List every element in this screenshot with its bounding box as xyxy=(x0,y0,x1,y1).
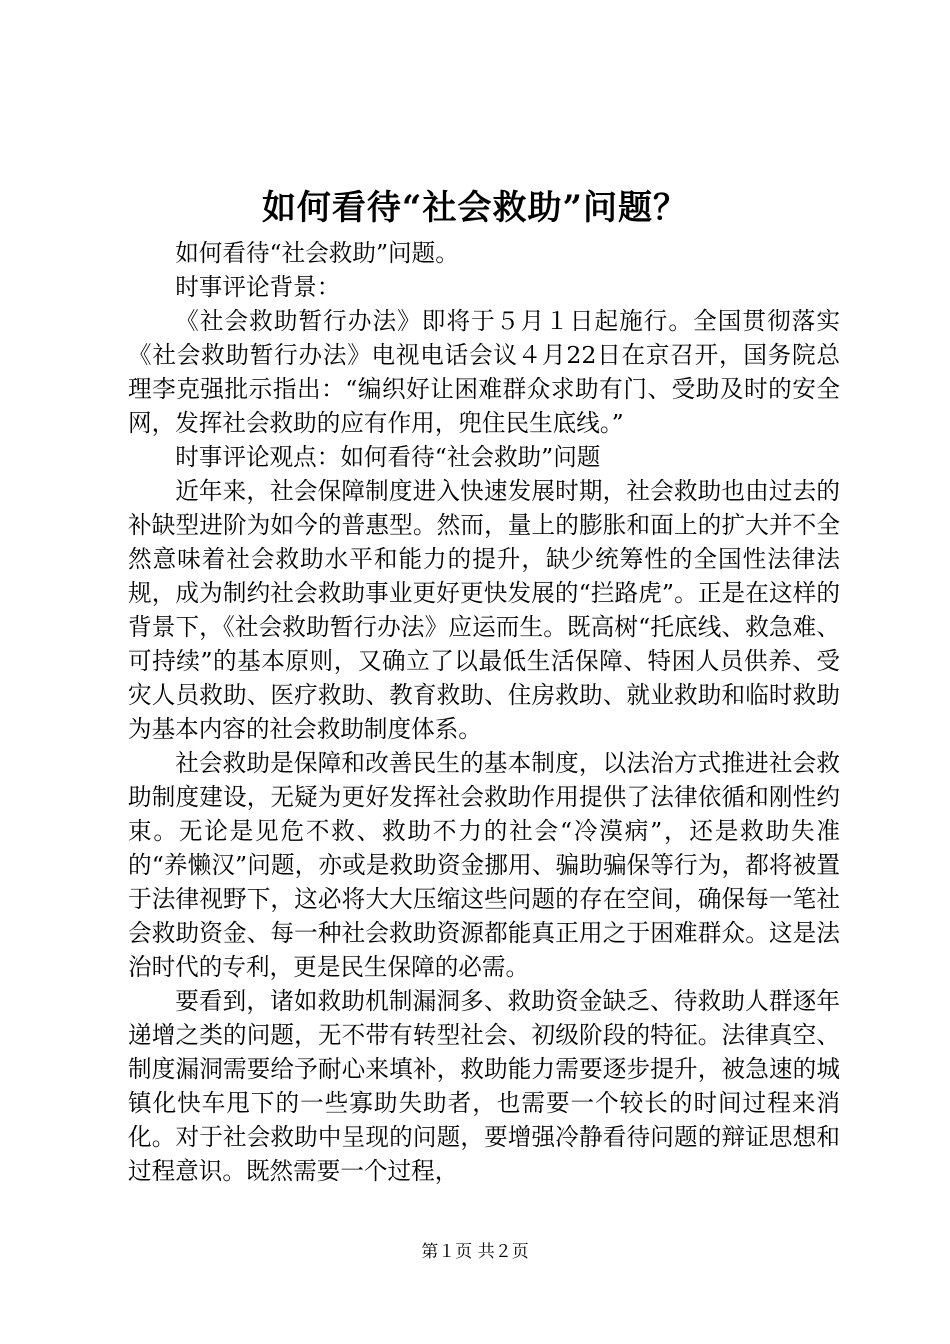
paragraph-background-label: 时事评论背景： xyxy=(175,273,341,301)
paragraph-rule-of-law: 社会救助是保障和改善民生的基本制度，以法治方式推进社会救助制度建设，无疑为更好发挥社会救助作用提供了法律依循和刚性约束。无论是见危不救、救助不力的社会“冷漠病”，还是救助失准的“养懒汉”问题，亦或是救助资金挪用、骗助骗保等行为，都将被置于法律视野下，这必将大大压缩这些问题的存在空间，确保每一笔社会救助资金、每一种社会救助资源都能真正用之于困难群众。这是法治时代的专利，更是民生保障的必需。 xyxy=(128,749,840,981)
document-title: 如何看待“社会救助”问题？ xyxy=(261,188,689,228)
paragraph-background: 《社会救助暂行办法》即将于５月１日起施行。全国贯彻落实《社会救助暂行办法》电视电话会议４月22日在京召开，国务院总理李克强批示指出：“编织好让困难群众求助有门、受助及时的安全网，发挥社会救助的应有作用，兜住民生底线。” xyxy=(128,307,840,437)
paragraph-viewpoint-label: 时事评论观点：如何看待“社会救助”问题 xyxy=(175,443,601,471)
paragraph-transition: 要看到，诸如救助机制漏洞多、救助资金缺乏、待救助人群逐年递增之类的问题，无不带有转型社会、初级阶段的特征。法律真空、制度漏洞需要给予耐心来填补，救助能力需要逐步提升，被急速的城镇化快车甩下的一些寡助失助者，也需要一个较长的时间过程来消化。对于社会救助中呈现的问题，要增强冷静看待问题的辩证思想和过程意识。既然需要一个过程， xyxy=(128,987,840,1185)
document-body xyxy=(128,236,840,1188)
paragraph-heading-line: 如何看待“社会救助”问题。 xyxy=(175,239,459,267)
page-footer: 第１页 共２页 xyxy=(421,1242,529,1262)
paragraph-recent-years: 近年来，社会保障制度进入快速发展时期，社会救助也由过去的补缺型进阶为如今的普惠型。然而，量上的膨胀和面上的扩大并不全然意味着社会救助水平和能力的提升，缺少统筹性的全国性法律法规，成为制约社会救助事业更好更快发展的“拦路虎”。正是在这样的背景下，《社会救助暂行办法》应运而生。既高树“托底线、救急难、可持续”的基本原则，又确立了以最低生活保障、特困人员供养、受灾人员救助、医疗救助、教育救助、住房救助、就业救助和临时救助为基本内容的社会救助制度体系。 xyxy=(128,477,840,743)
